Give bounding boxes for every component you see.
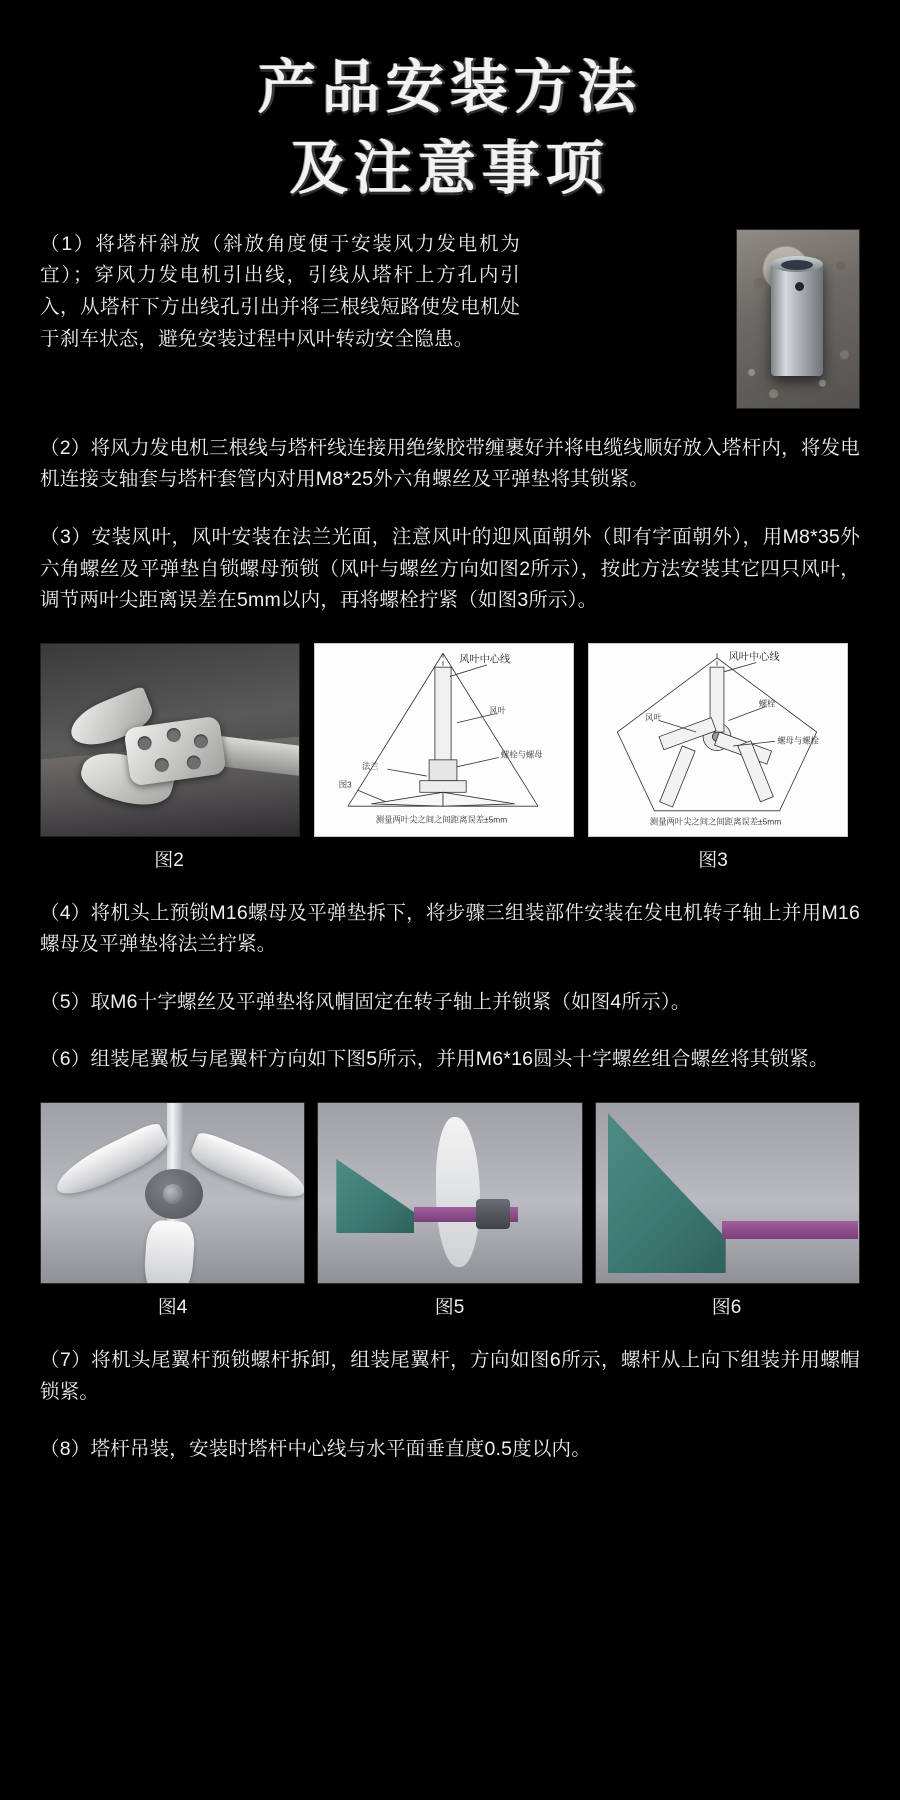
- step-8-text: （8）塔杆吊装，安装时塔杆中心线与水平面垂直度0.5度以内。: [40, 1438, 591, 1461]
- step-4-text: （4）将机头上预锁M16螺母及平弹垫拆下，将步骤三组装部件安装在发电机转子轴上并用M16螺母及平弹垫将法兰拧紧。: [40, 901, 860, 956]
- drawing-3blade-svg: [315, 644, 571, 834]
- step-6-text: （6）组装尾翼板与尾翼杆方向如下图5所示，并用M6*16圆头十字螺丝组合螺丝将其锁紧。: [40, 1048, 829, 1071]
- svg-text:风叶: 风叶: [645, 712, 662, 723]
- render-blade-2: [187, 1130, 305, 1206]
- step-1-text: （1）将塔杆斜放（斜放角度便于安装风力发电机为宜）；穿风力发电机引出线，引线从塔杆上方孔内引入，从塔杆下方出线孔引出并将三根线短路使发电机处于刹车状态，避免安装过程中风叶转动安全隐患。: [40, 232, 520, 350]
- render-blade-3: [142, 1219, 196, 1284]
- figure-caption-3: 图3: [698, 849, 728, 871]
- tail-rod-coupler: [476, 1199, 510, 1229]
- tower-base-photo: [736, 229, 860, 409]
- tail-rod-large: [722, 1221, 858, 1239]
- figure-caption-6: 图6: [711, 1296, 742, 1318]
- figure-caption-4: 图4: [157, 1296, 188, 1318]
- render-blade-backdrop: [436, 1117, 480, 1267]
- figure-2-photo: [40, 643, 300, 837]
- bolt-hole: [186, 754, 202, 770]
- content-body-3: [0, 1345, 900, 1466]
- figure-3-drawing-5blade: [588, 643, 848, 837]
- page-title: [0, 0, 900, 207]
- figure-3-drawing-3blade: [314, 643, 574, 837]
- svg-text:法兰: 法兰: [361, 760, 379, 771]
- tail-vane-plate-large: [608, 1113, 726, 1273]
- svg-text:风叶中心线: 风叶中心线: [459, 654, 511, 666]
- tail-vane-plate: [336, 1159, 414, 1233]
- step-5-text: （5）取M6十字螺丝及平弹垫将风帽固定在转子轴上并锁紧（如图4所示）。: [40, 990, 691, 1013]
- figure-4-render: [40, 1102, 305, 1284]
- svg-text:图3: 图3: [338, 779, 352, 790]
- svg-text:测量两叶尖之间之间距离误差±5mm: 测量两叶尖之间之间距离误差±5mm: [375, 814, 508, 825]
- bolt-hole: [137, 735, 153, 751]
- svg-text:螺栓: 螺栓: [758, 698, 776, 709]
- step-1-block: [40, 229, 860, 407]
- svg-text:测量两叶尖之间之间距离误差±5mm: 测量两叶尖之间之间距离误差±5mm: [649, 816, 782, 827]
- drawing-5blade-svg: [589, 644, 845, 834]
- bolt-hole: [154, 757, 170, 773]
- figure-caption-5: 图5: [434, 1296, 465, 1318]
- wind-cap-hub: [145, 1169, 203, 1219]
- svg-text:螺母与螺栓: 螺母与螺栓: [777, 735, 819, 746]
- content-body-2: [0, 898, 900, 1076]
- page-title-line-1: 产品安装方法: [257, 53, 642, 121]
- figure-row-1: [0, 643, 900, 837]
- cable-hole: [795, 282, 804, 291]
- page-title-line-2: 及注意事项: [289, 134, 610, 203]
- figure-row-2-captions: [0, 1292, 900, 1319]
- step-2-text: （2）将风力发电机三根线与塔杆线连接用绝缘胶带缠裹好并将电缆线顺好放入塔杆内，将发电机连接支轴套与塔杆套管内对用M8*25外六角螺丝及平弹垫将其锁紧。: [40, 436, 860, 491]
- tower-pole: [771, 260, 823, 376]
- bolt-hole: [166, 727, 182, 743]
- figure-row-2: [0, 1102, 900, 1284]
- content-body: [0, 229, 900, 617]
- step-7-text: （7）将机头尾翼杆预锁螺杆拆卸，组装尾翼杆，方向如图6所示，螺杆从上向下组装并用螺帽锁紧。: [40, 1348, 860, 1403]
- bolt-hole: [193, 733, 209, 749]
- svg-text:螺栓与螺母: 螺栓与螺母: [500, 749, 543, 760]
- figure-caption-2: 图2: [154, 849, 184, 871]
- figure-5-render: [317, 1102, 582, 1284]
- figure-row-1-captions: [0, 845, 900, 872]
- svg-text:风叶中心线: 风叶中心线: [728, 651, 780, 663]
- step-3-text: （3）安装风叶，风叶安装在法兰光面，注意风叶的迎风面朝外（即有字面朝外），用M8*35外六角螺丝及平弹垫自锁螺母预锁（风叶与螺丝方向如图2所示），按此方法安装其它四只风叶，调节两叶尖距离误差在5mm以内，再将螺栓拧紧（如图3所示）。: [40, 525, 860, 612]
- svg-text:风叶: 风叶: [489, 705, 507, 716]
- figure-6-render: [595, 1102, 860, 1284]
- figure-caption-blank: [312, 845, 570, 872]
- tower-bore: [781, 260, 813, 270]
